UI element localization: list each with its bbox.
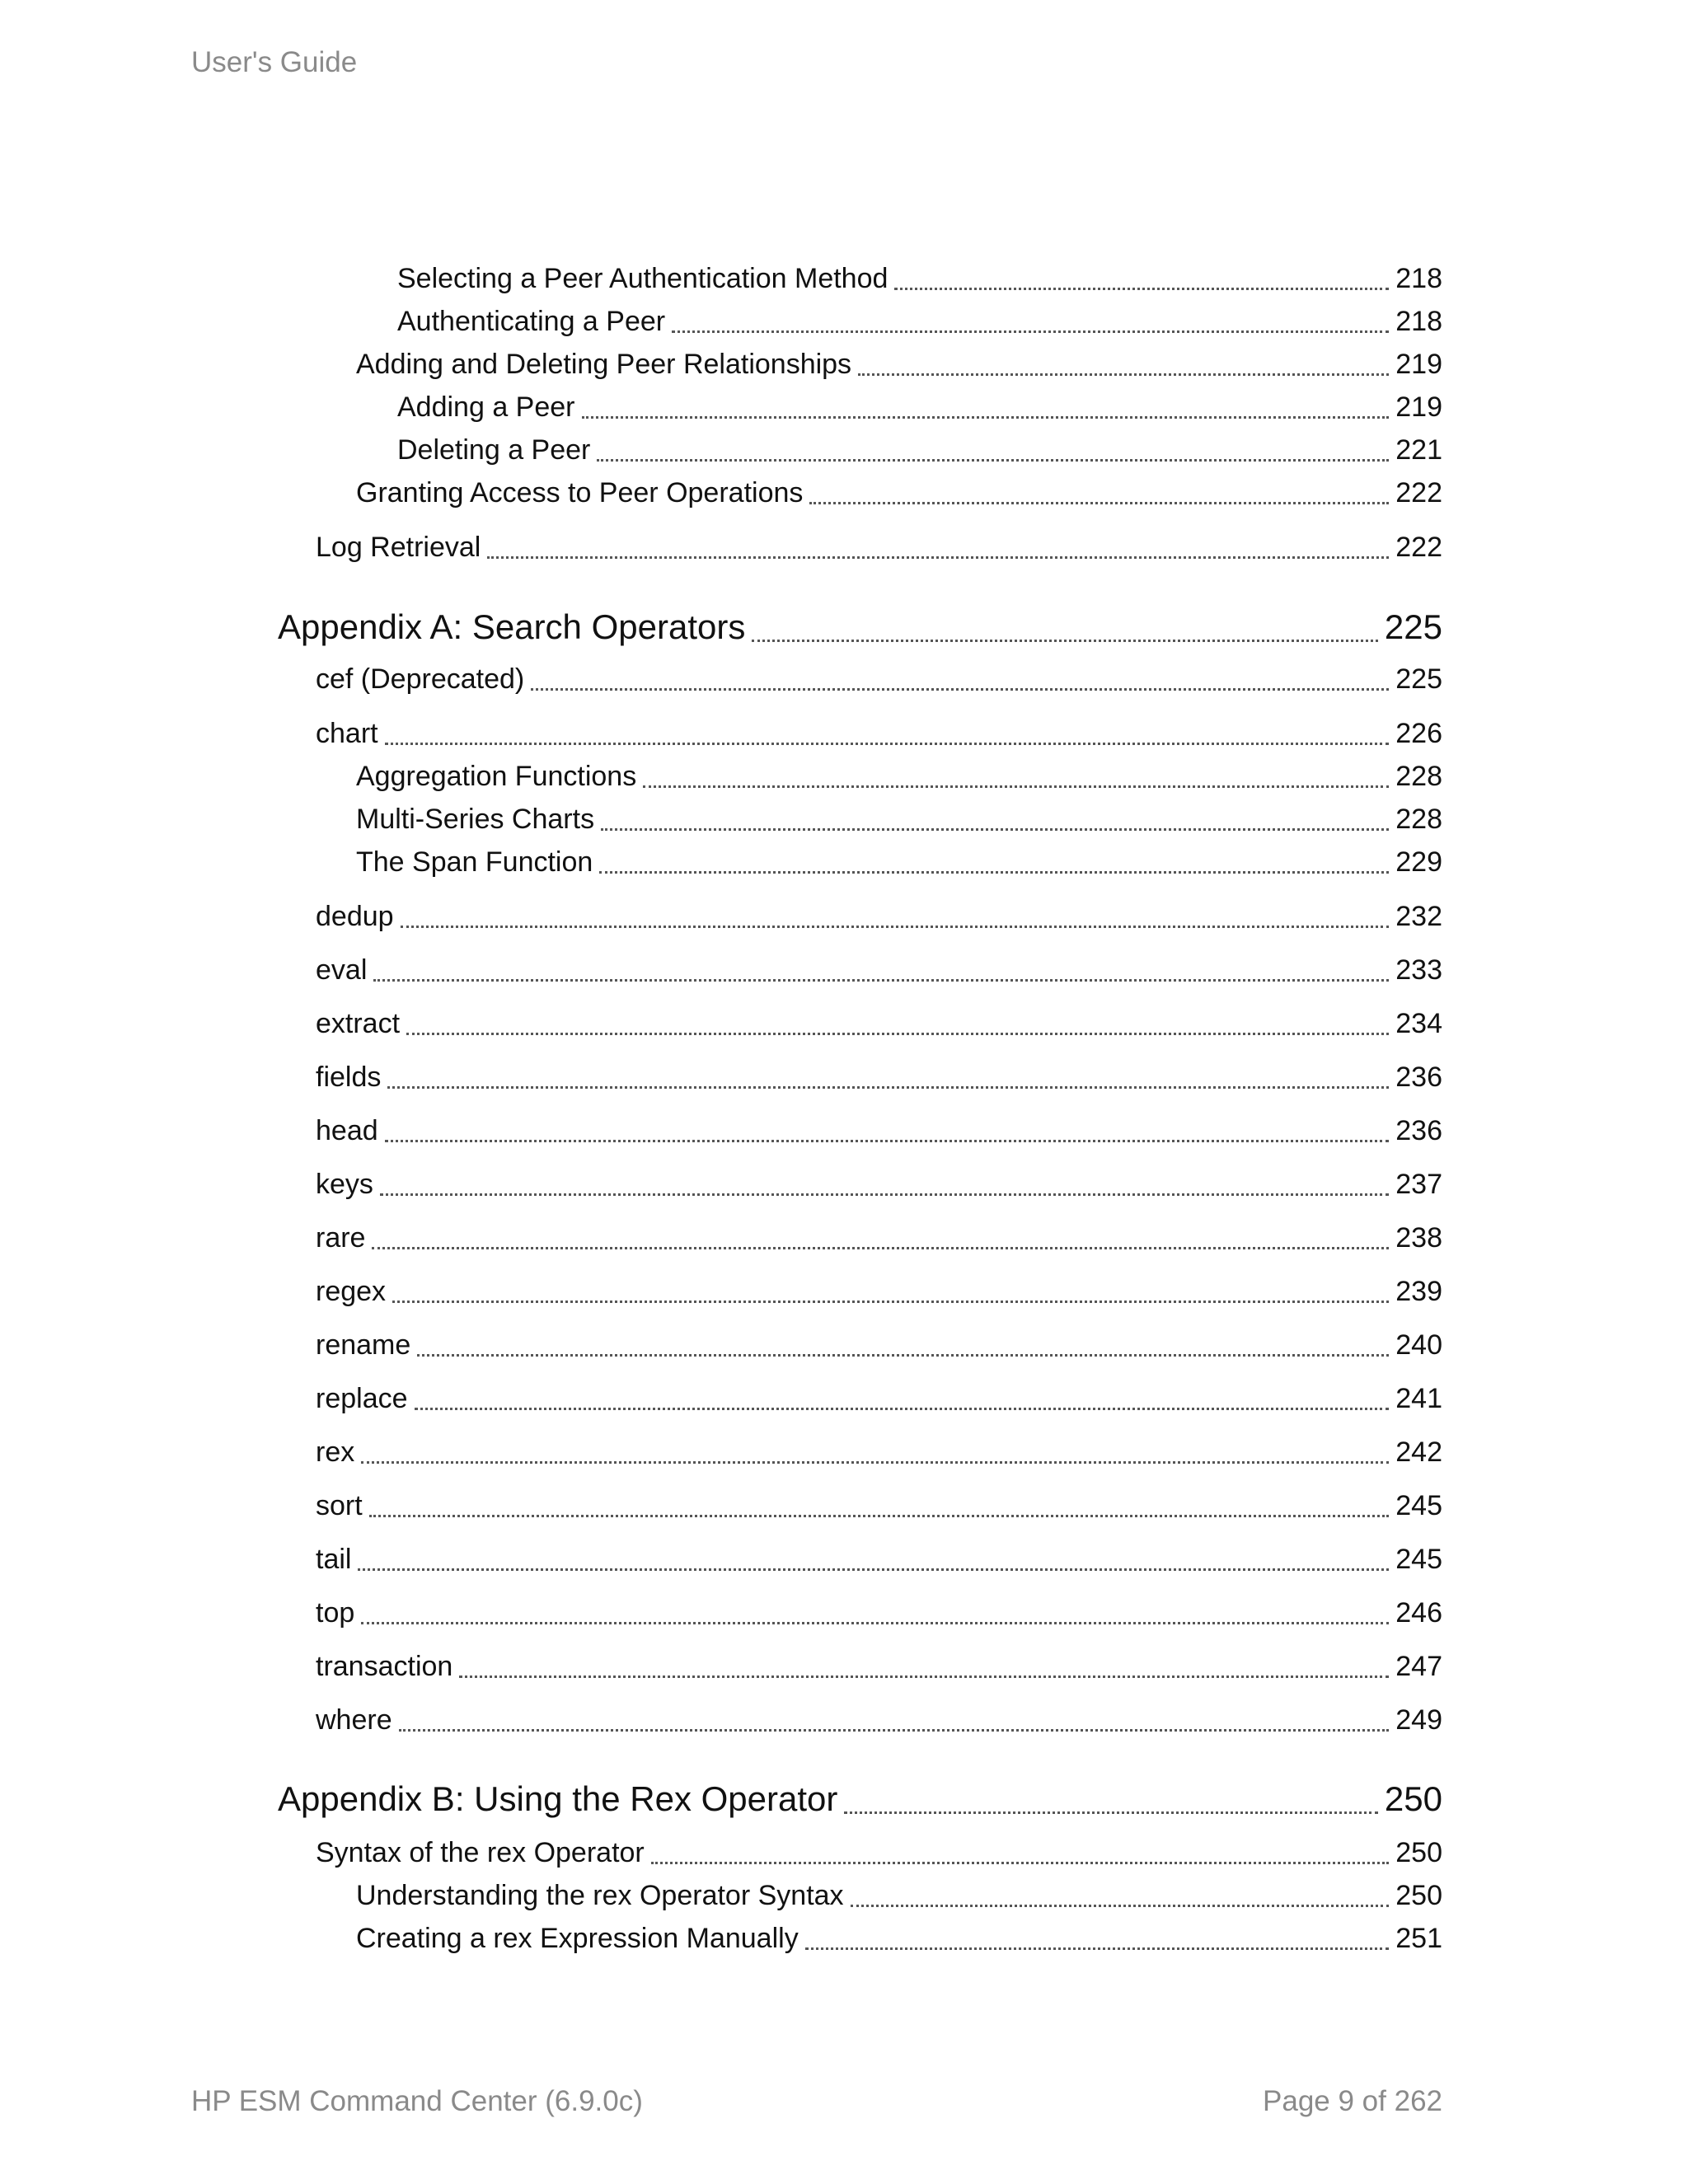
toc-entry-title: Authenticating a Peer xyxy=(397,306,666,337)
toc-entry[interactable] xyxy=(316,1007,1442,1041)
running-footer xyxy=(191,2085,1442,2118)
toc-entry[interactable] xyxy=(316,717,1442,751)
toc-dot-leader xyxy=(392,1301,1389,1303)
toc-entry[interactable] xyxy=(316,1650,1442,1684)
toc-entry-title: Appendix B: Using the Rex Operator xyxy=(278,1779,838,1818)
toc-dot-leader xyxy=(643,785,1389,788)
running-header: User's Guide xyxy=(191,46,358,78)
toc-entry-title: Selecting a Peer Authentication Method xyxy=(397,263,889,294)
toc-entry-title: extract xyxy=(316,1008,401,1039)
toc-entry-title: tail xyxy=(316,1544,352,1575)
toc-dot-leader xyxy=(358,1568,1389,1571)
toc-entry-title: chart xyxy=(316,718,378,749)
toc-entry-page-number: 218 xyxy=(1395,263,1442,294)
toc-entry[interactable] xyxy=(356,1879,1442,1913)
toc-entry-page-number: 219 xyxy=(1395,391,1442,423)
toc-dot-leader xyxy=(373,979,1389,982)
toc-entry[interactable] xyxy=(316,1114,1442,1148)
toc-entry-title: Adding and Deleting Peer Relationships xyxy=(356,349,852,380)
toc-dot-leader xyxy=(361,1461,1389,1464)
toc-entry-page-number: 247 xyxy=(1395,1651,1442,1682)
toc-entry-title: Creating a rex Expression Manually xyxy=(356,1923,799,1954)
toc-entry-page-number: 245 xyxy=(1395,1490,1442,1521)
toc-entry-title: rex xyxy=(316,1436,355,1468)
toc-entry-page-number: 246 xyxy=(1395,1597,1442,1629)
toc-entry[interactable] xyxy=(316,1275,1442,1309)
toc-dot-leader xyxy=(805,1947,1390,1950)
toc-dot-leader xyxy=(372,1247,1389,1249)
toc-entry-title: Multi-Series Charts xyxy=(356,804,595,835)
toc-dot-leader xyxy=(752,640,1378,642)
toc-chapter-entry[interactable] xyxy=(278,1779,1442,1820)
toc-entry-page-number: 234 xyxy=(1395,1008,1442,1039)
toc-entry[interactable] xyxy=(316,1596,1442,1630)
toc-entry-page-number: 240 xyxy=(1395,1329,1442,1361)
toc-entry-title: Appendix A: Search Operators xyxy=(278,607,746,646)
toc-entry-page-number: 228 xyxy=(1395,804,1442,835)
toc-entry-page-number: 229 xyxy=(1395,846,1442,878)
toc-dot-leader xyxy=(459,1675,1389,1678)
toc-entry-page-number: 226 xyxy=(1395,718,1442,749)
toc-entry-page-number: 241 xyxy=(1395,1383,1442,1414)
toc-entry-title: dedup xyxy=(316,901,394,932)
toc-entry-title: rename xyxy=(316,1329,411,1361)
toc-entry-title: Adding a Peer xyxy=(397,391,575,423)
toc-entry-page-number: 239 xyxy=(1395,1276,1442,1307)
toc-dot-leader xyxy=(531,688,1389,691)
toc-entry[interactable] xyxy=(356,348,1442,382)
toc-entry-title: cef (Deprecated) xyxy=(316,663,525,695)
toc-dot-leader xyxy=(380,1193,1389,1196)
toc-entry-page-number: 219 xyxy=(1395,349,1442,380)
toc-entry-title: head xyxy=(316,1115,378,1146)
toc-dot-leader xyxy=(858,373,1389,376)
toc-entry[interactable] xyxy=(356,803,1442,837)
toc-dot-leader xyxy=(844,1811,1378,1814)
toc-entry[interactable] xyxy=(356,846,1442,879)
toc-entry[interactable] xyxy=(316,1061,1442,1094)
toc-entry[interactable] xyxy=(316,663,1442,696)
toc-entry-page-number: 222 xyxy=(1395,477,1442,509)
toc-entry-title: keys xyxy=(316,1169,373,1200)
toc-entry-page-number: 245 xyxy=(1395,1544,1442,1575)
toc-dot-leader xyxy=(597,459,1389,462)
toc-entry-page-number: 225 xyxy=(1395,663,1442,695)
toc-entry-page-number: 249 xyxy=(1395,1704,1442,1736)
toc-entry-page-number: 232 xyxy=(1395,901,1442,932)
toc-dot-leader xyxy=(387,1086,1389,1089)
toc-entry-title: Deleting a Peer xyxy=(397,434,591,466)
toc-dot-leader xyxy=(399,1729,1390,1732)
toc-dot-leader xyxy=(672,330,1389,333)
toc-entry-page-number: 250 xyxy=(1395,1837,1442,1868)
toc-dot-leader xyxy=(894,288,1389,290)
toc-entry[interactable] xyxy=(397,391,1442,424)
toc-dot-leader xyxy=(369,1515,1390,1517)
toc-entry-page-number: 218 xyxy=(1395,306,1442,337)
toc-dot-leader xyxy=(599,871,1389,874)
toc-entry-page-number: 251 xyxy=(1395,1923,1442,1954)
toc-entry-title: top xyxy=(316,1597,355,1629)
toc-entry-title: sort xyxy=(316,1490,363,1521)
toc-entry[interactable] xyxy=(316,1329,1442,1362)
toc-entry-page-number: 225 xyxy=(1384,607,1442,646)
toc-entry-page-number: 237 xyxy=(1395,1169,1442,1200)
toc-entry[interactable] xyxy=(316,1382,1442,1416)
toc-dot-leader xyxy=(401,926,1390,928)
toc-entry-page-number: 233 xyxy=(1395,954,1442,986)
toc-entry-page-number: 236 xyxy=(1395,1115,1442,1146)
toc-entry[interactable] xyxy=(316,1836,1442,1870)
toc-entry-page-number: 222 xyxy=(1395,532,1442,563)
toc-entry-page-number: 228 xyxy=(1395,761,1442,792)
toc-dot-leader xyxy=(651,1862,1390,1864)
toc-entry[interactable] xyxy=(316,531,1442,565)
toc-dot-leader xyxy=(406,1033,1389,1035)
toc-entry-title: where xyxy=(316,1704,392,1736)
toc-dot-leader xyxy=(385,1140,1390,1142)
toc-entry[interactable] xyxy=(356,760,1442,794)
toc-dot-leader xyxy=(385,743,1390,745)
toc-dot-leader xyxy=(601,828,1389,831)
toc-entry-title: Aggregation Functions xyxy=(356,761,637,792)
toc-dot-leader xyxy=(487,556,1389,559)
toc-entry[interactable] xyxy=(316,1168,1442,1202)
toc-entry-title: Understanding the rex Operator Syntax xyxy=(356,1880,844,1911)
toc-entry[interactable] xyxy=(316,900,1442,934)
toc-dot-leader xyxy=(809,502,1389,504)
toc-entry[interactable] xyxy=(316,1221,1442,1255)
footer-page-number: Page 9 of 262 xyxy=(1263,2085,1442,2117)
toc-entry[interactable] xyxy=(316,954,1442,987)
toc-entry[interactable] xyxy=(316,1704,1442,1737)
toc-entry-page-number: 236 xyxy=(1395,1062,1442,1093)
toc-entry-page-number: 250 xyxy=(1395,1880,1442,1911)
toc-dot-leader xyxy=(582,416,1390,419)
toc-entry[interactable] xyxy=(316,1543,1442,1577)
toc-chapter-entry[interactable] xyxy=(278,607,1442,648)
toc-entry-title: eval xyxy=(316,954,368,986)
footer-product: HP ESM Command Center (6.9.0c) xyxy=(191,2085,643,2117)
toc-entry-page-number: 221 xyxy=(1395,434,1442,466)
toc-entry-title: The Span Function xyxy=(356,846,593,878)
toc-entry[interactable] xyxy=(397,434,1442,467)
toc-entry[interactable] xyxy=(397,262,1442,296)
toc-entry[interactable] xyxy=(356,1922,1442,1956)
toc-entry-title: regex xyxy=(316,1276,387,1307)
toc-entry[interactable] xyxy=(356,476,1442,510)
toc-entry-title: Log Retrieval xyxy=(316,532,481,563)
toc-entry-page-number: 242 xyxy=(1395,1436,1442,1468)
toc-entry[interactable] xyxy=(316,1489,1442,1523)
toc-entry-title: Syntax of the rex Operator xyxy=(316,1837,645,1868)
toc-dot-leader xyxy=(415,1408,1390,1410)
toc-dot-leader xyxy=(417,1354,1389,1357)
toc-entry-title: rare xyxy=(316,1222,366,1254)
toc-entry-title: replace xyxy=(316,1383,408,1414)
toc-entry-page-number: 238 xyxy=(1395,1222,1442,1254)
toc-entry-title: transaction xyxy=(316,1651,453,1682)
toc-dot-leader xyxy=(361,1622,1389,1624)
toc-entry-title: Granting Access to Peer Operations xyxy=(356,477,804,509)
toc-entry[interactable] xyxy=(397,305,1442,339)
toc-dot-leader xyxy=(851,1905,1390,1907)
toc-entry[interactable] xyxy=(316,1436,1442,1469)
toc-entry-title: fields xyxy=(316,1062,382,1093)
toc-entry-page-number: 250 xyxy=(1384,1779,1442,1818)
